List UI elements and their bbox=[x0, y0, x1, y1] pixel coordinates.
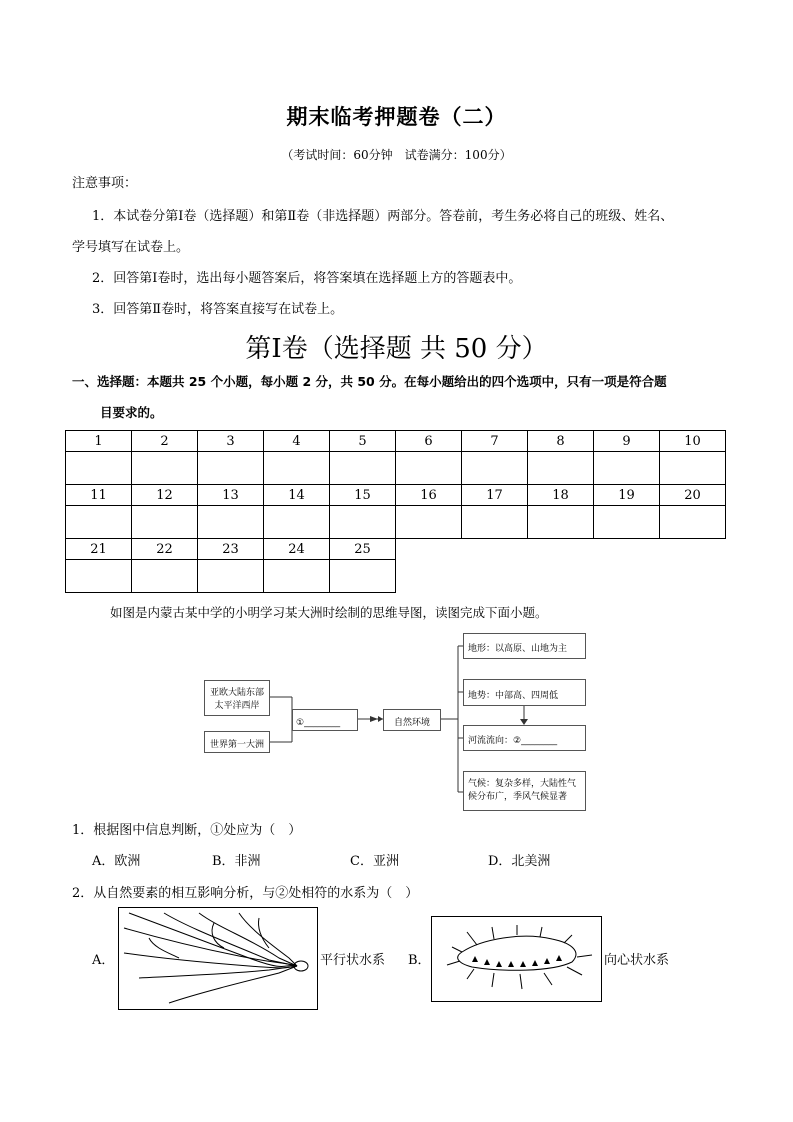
q-number: 17 bbox=[462, 485, 528, 506]
centripetal-drainage-drawing bbox=[432, 917, 601, 1001]
q-number: 8 bbox=[528, 431, 594, 452]
q-number: 7 bbox=[462, 431, 528, 452]
q1-option-a[interactable]: A．欧洲 bbox=[92, 854, 141, 869]
section-instruction: 一、选择题：本题共 25 个小题，每小题 2 分，共 50 分。在每小题给出的四个选项中，只有一项是符合题 bbox=[72, 374, 667, 389]
q-number: 18 bbox=[528, 485, 594, 506]
exam-info: （考试时间：60分钟 试卷满分：100分） bbox=[281, 148, 512, 162]
mindmap-climate-line1: 气候：复杂多样，大陆性气 bbox=[468, 779, 577, 789]
q-number: 13 bbox=[198, 485, 264, 506]
q-number: 5 bbox=[330, 431, 396, 452]
mindmap-climate-box bbox=[463, 771, 586, 811]
q-number: 14 bbox=[264, 485, 330, 506]
q-number: 12 bbox=[132, 485, 198, 506]
q-number: 9 bbox=[594, 431, 660, 452]
mindmap-center-box bbox=[383, 709, 441, 731]
section-instruction-cont: 目要求的。 bbox=[100, 405, 163, 420]
page-title: 期末临考押题卷（二） bbox=[286, 105, 507, 129]
q-number: 25 bbox=[330, 539, 396, 560]
mindmap-blank-1-box bbox=[292, 709, 358, 731]
q-number: 11 bbox=[66, 485, 132, 506]
parallel-drainage-drawing bbox=[119, 908, 316, 1008]
q1-option-d[interactable]: D．北美洲 bbox=[488, 854, 551, 869]
q-number: 20 bbox=[660, 485, 726, 506]
q-number: 21 bbox=[66, 539, 132, 560]
q-number: 6 bbox=[396, 431, 462, 452]
mindmap-climate-line2: 候分布广，季风气候显著 bbox=[468, 792, 568, 802]
q2-option-a-text: 平行状水系 bbox=[320, 953, 386, 968]
mindmap-location-line2: 太平洋西岸 bbox=[214, 701, 260, 711]
q1-option-b[interactable]: B．非洲 bbox=[212, 854, 261, 869]
mindmap-terrain-box bbox=[463, 633, 586, 659]
q2-option-a-label[interactable]: A． bbox=[92, 953, 115, 968]
mindmap-river-box bbox=[463, 725, 586, 751]
q2-option-b-label[interactable]: B． bbox=[408, 953, 431, 968]
mindmap-location-line1: 亚欧大陆东部 bbox=[209, 688, 264, 698]
parallel-drainage-map[interactable] bbox=[118, 907, 318, 1010]
q-number: 4 bbox=[264, 431, 330, 452]
q-number: 10 bbox=[660, 431, 726, 452]
q1-stem: 1．根据图中信息判断，①处应为（ ） bbox=[72, 823, 302, 838]
q2-stem: 2．从自然要素的相互影响分析，与②处相符的水系为（ ） bbox=[72, 886, 419, 901]
q-number: 2 bbox=[132, 431, 198, 452]
mindmap-relief-box bbox=[463, 679, 586, 706]
note-3: 3．回答第Ⅱ卷时，将答案直接写在试卷上。 bbox=[92, 302, 344, 317]
note-1-cont: 学号填写在试卷上。 bbox=[72, 240, 190, 255]
q2-option-b-text: 向心状水系 bbox=[604, 953, 670, 968]
mindmap-size-box bbox=[204, 731, 270, 753]
mindmap-blank-1: ①________ bbox=[296, 718, 341, 728]
mindmap-center-text: 自然环境 bbox=[393, 718, 430, 728]
mindmap-size-text: 世界第一大洲 bbox=[209, 740, 264, 750]
mindmap-relief-text: 地势：中部高、四周低 bbox=[468, 691, 559, 701]
q1-option-c[interactable]: C．亚洲 bbox=[350, 854, 399, 869]
arrow-head-icon bbox=[370, 716, 378, 722]
q-number: 1 bbox=[66, 431, 132, 452]
q-number: 15 bbox=[330, 485, 396, 506]
centripetal-drainage-map[interactable] bbox=[431, 916, 602, 1002]
q-number: 3 bbox=[198, 431, 264, 452]
mindmap-location-box bbox=[204, 680, 270, 716]
notes-heading: 注意事项： bbox=[72, 176, 138, 191]
q-number: 16 bbox=[396, 485, 462, 506]
q-number: 23 bbox=[198, 539, 264, 560]
q-number: 19 bbox=[594, 485, 660, 506]
q-number: 22 bbox=[132, 539, 198, 560]
section-title: 第Ⅰ卷（选择题 共 50 分） bbox=[245, 334, 548, 364]
intro-text: 如图是内蒙古某中学的小明学习某大洲时绘制的思维导图，读图完成下面小题。 bbox=[110, 605, 548, 620]
mindmap-river-text: 河流流向：②________ bbox=[468, 736, 558, 746]
note-2: 2．回答第Ⅰ卷时，选出每小题答案后，将答案填在选择题上方的答题表中。 bbox=[92, 271, 522, 286]
mindmap-terrain-text: 地形：以高原、山地为主 bbox=[468, 644, 568, 654]
note-1: 1．本试卷分第Ⅰ卷（选择题）和第Ⅱ卷（非选择题）两部分。答卷前，考生务必将自己的班级、姓名、 bbox=[92, 209, 674, 224]
q-number: 24 bbox=[264, 539, 330, 560]
